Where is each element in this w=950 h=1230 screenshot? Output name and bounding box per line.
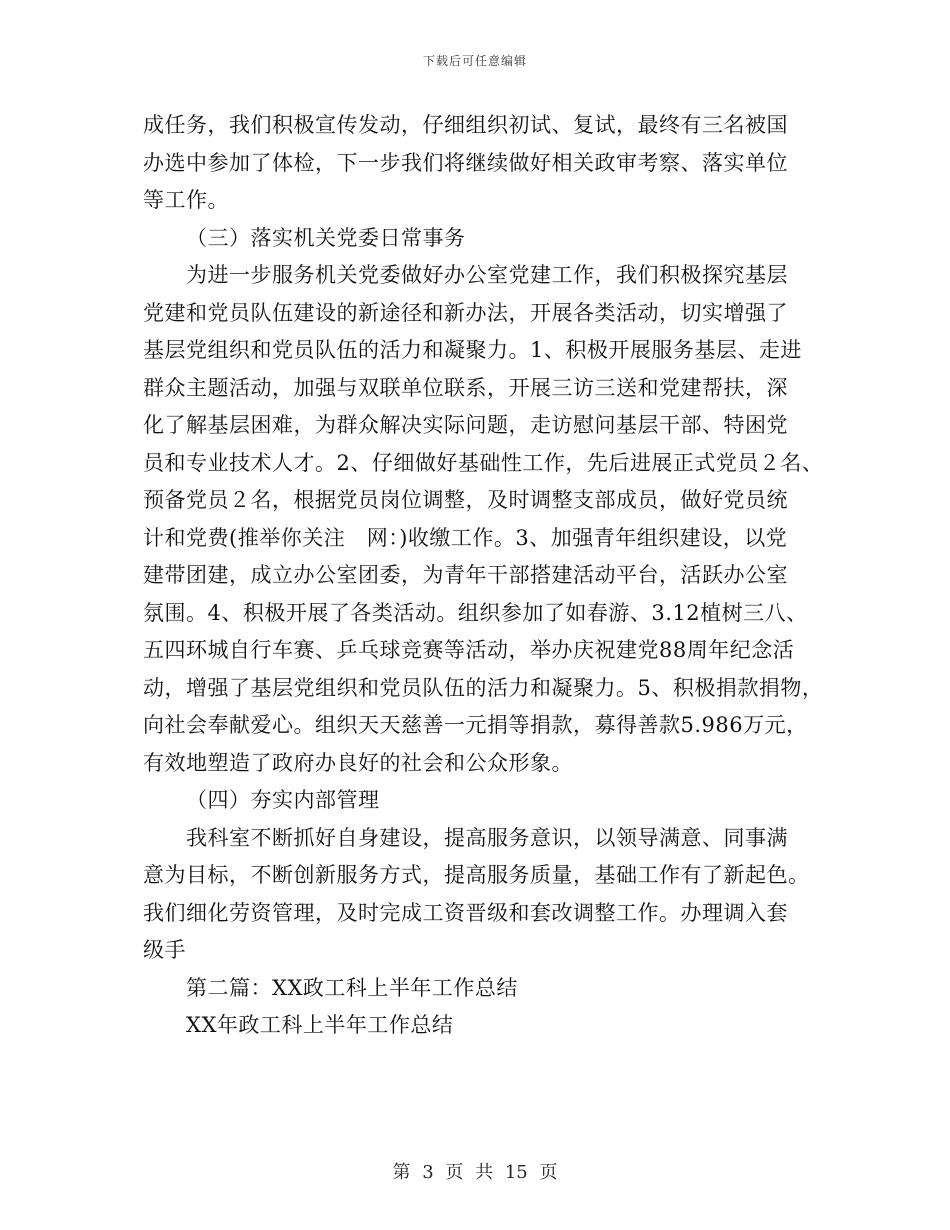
body-line: 预备党员２名，根据党员岗位调整，及时调整支部成员，做好党员统 [143, 488, 788, 512]
body-line: 员和专业技术人才。2、仔细做好基础性工作，先后进展正式党员２名、 [143, 451, 824, 475]
body-line: 动，增强了基层党组织和党员队伍的活力和凝聚力。5、积极捐款捐物， [143, 676, 824, 700]
chapter-subtitle: XX年政工科上半年工作总结 [186, 1013, 454, 1037]
body-line: 五四环城自行车赛、乒乓球竞赛等活动，举办庆祝建党88周年纪念活 [143, 638, 795, 662]
body-line: 意为目标，不断创新服务方式，提高服务质量，基础工作有了新起色。 [143, 863, 810, 887]
body-line: 氛围。4、积极开展了各类活动。组织参加了如春游、3.12植树三八、 [143, 601, 808, 625]
body-line: 计和党费(推举你关注 网：)收缴工作。3、加强青年组织建设，以党 [143, 526, 788, 550]
body-line: 级手 [143, 938, 186, 962]
body-line: 成任务，我们积极宣传发动，仔细组织初试、复试，最终有三名被国 [143, 113, 788, 137]
body-line: 党建和党员队伍建设的新途径和新办法，开展各类活动，切实增强了 [143, 301, 788, 325]
section-heading: （三）落实机关党委日常事务 [186, 226, 466, 250]
body-line: 向社会奉献爱心。组织天天慈善一元捐等捐款，募得善款5.986万元， [143, 713, 808, 737]
body-line: 办选中参加了体检，下一步我们将继续做好相关政审考察、落实单位 [143, 151, 788, 175]
page-header: 下载后可任意编辑 [422, 54, 527, 68]
body-line: 化了解基层困难，为群众解决实际问题，走访慰问基层干部、特困党 [143, 413, 788, 437]
body-line: 群众主题活动，加强与双联单位联系，开展三访三送和党建帮扶，深 [143, 376, 788, 400]
page-number: 第 3 页 共 15 页 [392, 1162, 558, 1183]
chapter-title: 第二篇：XX政工科上半年工作总结 [186, 976, 518, 1000]
body-line: 等工作。 [143, 188, 229, 212]
body-line: 建带团建，成立办公室团委，为青年干部搭建活动平台，活跃办公室 [143, 563, 788, 587]
section-heading: （四）夯实内部管理 [186, 788, 380, 812]
body-line: 我科室不断抓好自身建设，提高服务意识，以领导满意、同事满 [186, 826, 788, 850]
body-line: 基层党组织和党员队伍的活力和凝聚力。1、积极开展服务基层、走进 [143, 338, 802, 362]
body-line: 为进一步服务机关党委做好办公室党建工作，我们积极探究基层 [186, 263, 788, 287]
body-line: 有效地塑造了政府办良好的社会和公众形象。 [143, 751, 573, 775]
body-line: 我们细化劳资管理，及时完成工资晋级和套改调整工作。办理调入套 [143, 901, 788, 925]
